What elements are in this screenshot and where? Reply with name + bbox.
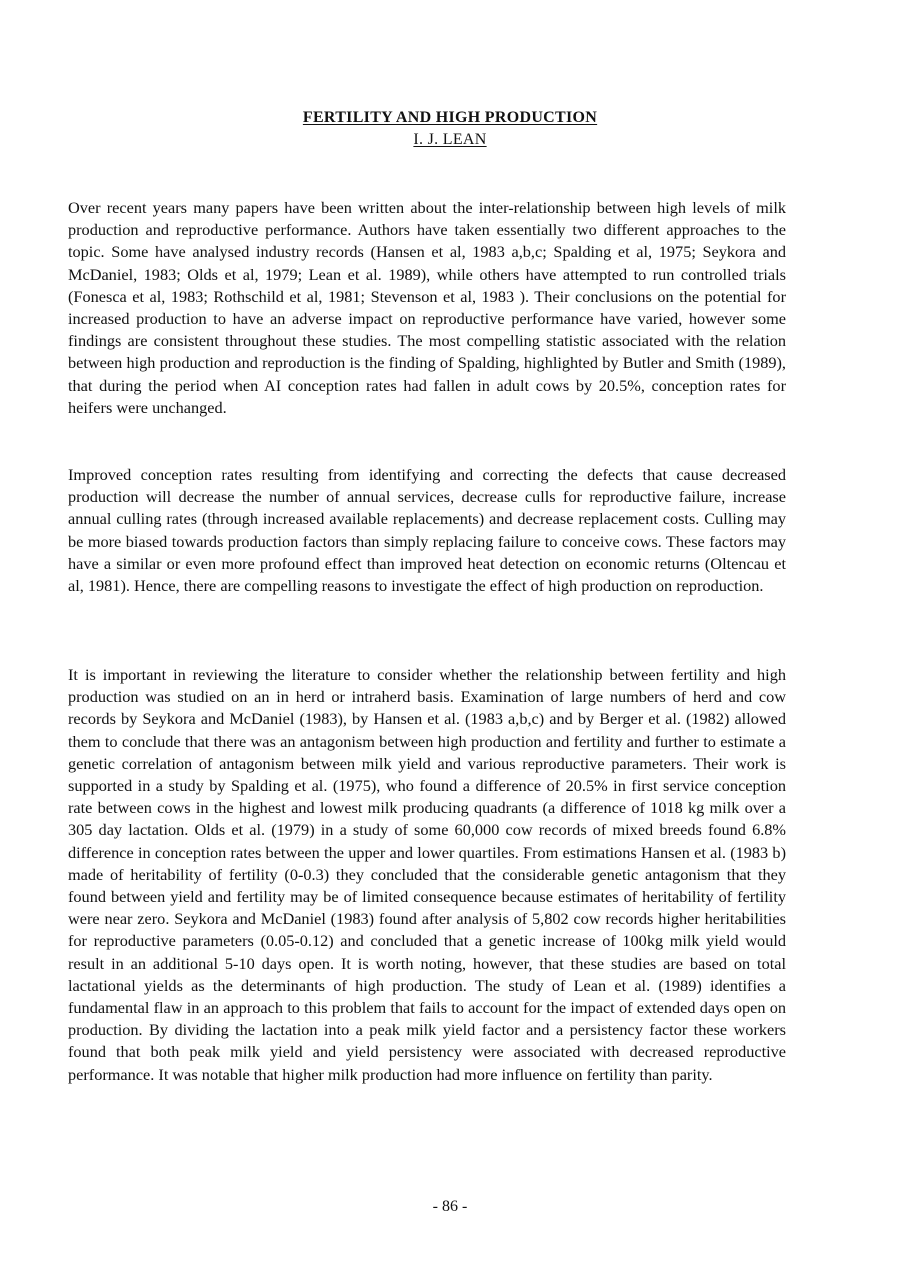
paragraph-3: It is important in reviewing the literature to consider whether the relationship between fertility and high production was studied on an in herd or intraherd basis. Examination of large numbers of herd and cow records by Seykora and McDaniel (1983), by Hansen et al. (1983 a,b,c) and by Berger et al. (1982) allowed them to conclude that there was an antagonism between high production and fertility and further to estimate a genetic correlation of antagonism between milk yield and various reproductive parameters. Their work is supported in a study by Spalding et al. (1975), who found a difference of 20.5% in first service conception rate between cows in the highest and lowest milk producing quadrants (a difference of 1018 kg milk over a 305 day lactation. Olds et al. (1979) in a study of some 60,000 cow records of mixed breeds found 6.8% difference in conception rates between the upper and lower quartiles. From estimations Hansen et al. (1983 b) made of heritability of fertility (0-0.3) they concluded that the considerable genetic antagonism that they found between yield and fertility may be of limited consequence because estimates of heritability of fertility were near zero. Seykora and McDaniel (1983) found after analysis of 5,802 cow records higher heritabilities for reproductive parameters (0.05-0.12) and concluded that a genetic increase of 100kg milk yield would result in an additional 5-10 days open. It is worth noting, however, that these studies are based on total lactational yields as the determinants of high production. The study of Lean et al. (1989) identifies a fundamental flaw in an approach to this problem that fails to account for the impact of extended days open on production. By dividing the lactation into a peak milk yield factor and a persistency factor these workers found that both peak milk yield and yield persistency were associated with decreased reproductive performance. It was notable that higher milk production had more influence on fertility than parity.: [68, 665, 786, 1084]
author-name: I. J. LEAN: [413, 131, 487, 148]
document-title: FERTILITY AND HIGH PRODUCTION: [302, 109, 598, 126]
paragraph-2: Improved conception rates resulting from identifying and correcting the defects that cause decreased production will decrease the number of annual services, decrease culls for reproductive failure, increase annual culling rates (through increased available replacements) and decrease replacement costs. Culling may be more biased towards production factors than simply replacing failure to conceive cows. These factors may have a similar or even more profound effect than improved heat detection on economic returns (Oltencau et al, 1981). Hence, there are compelling reasons to investigate the effect of high production on reproduction.: [68, 465, 786, 596]
page-number: - 86 -: [432, 1198, 468, 1215]
paragraph-1: Over recent years many papers have been written about the inter-relationship between high levels of milk production and reproductive performance. Authors have taken essentially two different approaches to the topic. Some have analysed industry records (Hansen et al, 1983 a,b,c; Spalding et al, 1975; Seykora and McDaniel, 1983; Olds et al, 1979; Lean et al. 1989), while others have attempted to run controlled trials (Fonesca et al, 1983; Rothschild et al, 1981; Stevenson et al, 1983 ). Their conclusions on the potential for increased production to have an adverse impact on reproductive performance have varied, however some findings are consistent throughout these studies. The most compelling statistic associated with the relation between high production and reproduction is the finding of Spalding, highlighted by Butler and Smith (1989), that during the period when AI conception rates had fallen in adult cows by 20.5%, conception rates for heifers were unchanged.: [68, 198, 786, 417]
